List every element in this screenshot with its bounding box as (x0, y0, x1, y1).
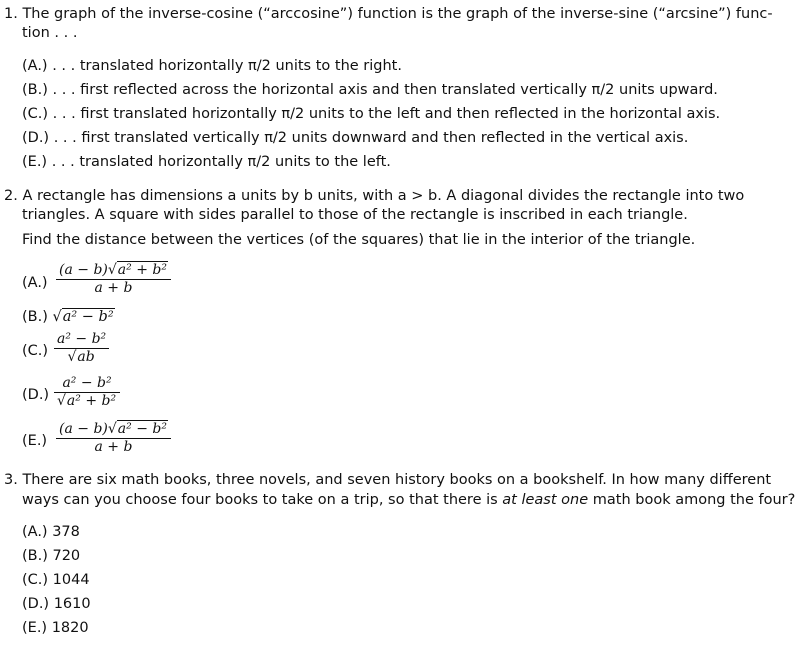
q2-option-e-fraction (56, 421, 171, 456)
q2-option-e-denominator: a + b (94, 439, 133, 455)
q1-option-a (22, 57, 402, 75)
q2-option-a-fraction (56, 262, 171, 297)
q2-option-c-root-sign: √ (67, 349, 77, 365)
q3-stem-line1: 3. There are six math books, three novels, and seven history books on a bookshelf. In how many different (4, 472, 772, 488)
q2-option-d-label: (D.) (22, 387, 50, 403)
q2-option-a-denominator: a + b (94, 280, 133, 296)
q2-option-a-label: (A.) (22, 275, 48, 291)
q3-option-e (22, 619, 89, 637)
q1-option-e-text: . . . translated horizontally π/2 units to the left. (51, 154, 391, 170)
q3-option-c (22, 571, 90, 589)
q2-option-b-expr (52, 308, 114, 325)
q2-stem-line3: Find the distance between the vertices (of the squares) that lie in the interior of the triangle. (22, 232, 696, 248)
q1-option-c (22, 105, 720, 123)
q3-stem-line2 (22, 491, 795, 509)
q2-stem-line2: triangles. A square with sides parallel to those of the rectangle is inscribed in each triangle. (22, 207, 688, 223)
q1-option-b-text: . . . first reflected across the horizontal axis and then translated vertically π/2 units upward. (52, 82, 718, 98)
q1-option-b (22, 81, 718, 99)
q1-option-e-label: (E.) (22, 154, 48, 170)
q2-option-e-numerator (56, 421, 171, 438)
q3-option-a-label: (A.) (22, 524, 48, 540)
q3-option-e-label: (E.) (22, 620, 48, 636)
q2-option-c-fraction (54, 331, 109, 366)
q2-option-a-num-radicand: a² + b² (117, 262, 167, 278)
q3-option-e-value: 1820 (51, 620, 89, 636)
q2-option-a-num-pre: (a − b)√ (59, 262, 117, 278)
q3-option-d (22, 595, 91, 613)
q1-option-a-text: . . . translated horizontally π/2 units to the right. (52, 58, 402, 74)
q2-option-e-label: (E.) (22, 433, 48, 449)
q2-option-b-label: (B.) (22, 309, 48, 325)
q1-option-c-label: (C.) (22, 106, 49, 122)
q1-option-d-label: (D.) (22, 130, 50, 146)
q1-option-d (22, 129, 688, 147)
q2-option-a-numerator (56, 262, 171, 279)
q2-option-c-denominator (54, 349, 109, 366)
q2-option-d-denominator (54, 393, 120, 410)
q3-stem-line2-pre: ways can you choose four books to take on a trip, so that there is (22, 492, 503, 508)
q2-option-c-numerator: a² − b² (57, 331, 107, 347)
q2-option-e-num-pre: (a − b)√ (59, 421, 117, 437)
q3-option-c-value: 1044 (52, 572, 90, 588)
q2-option-c-label: (C.) (22, 343, 49, 359)
q3-option-a-value: 378 (52, 524, 80, 540)
q2-option-b (22, 308, 115, 326)
q1-stem-line2: tion . . . (22, 25, 78, 41)
q2-option-c-radicand: ab (77, 349, 95, 365)
q1-option-a-label: (A.) (22, 58, 48, 74)
q3-stem-line2-emphasis: at least one (502, 492, 589, 508)
q2-option-b-root-sign: √ (52, 309, 62, 325)
q2-option-d-numerator: a² − b² (62, 375, 112, 391)
q2-option-d-radicand: a² + b² (66, 393, 117, 409)
q1-option-e (22, 153, 391, 171)
q3-option-a (22, 523, 80, 541)
q1-stem-line1: 1. The graph of the inverse-cosine (“arccosine”) function is the graph of the inverse-sine (“arcsine”) func- (4, 6, 773, 22)
q3-option-d-label: (D.) (22, 596, 50, 612)
q1-option-d-text: . . . first translated vertically π/2 units downward and then reflected in the vertical axis. (53, 130, 689, 146)
q2-option-d-fraction (54, 375, 120, 410)
q3-option-d-value: 1610 (53, 596, 91, 612)
q2-option-e-num-radicand: a² − b² (117, 421, 167, 437)
q3-option-b (22, 547, 80, 565)
q2-stem-line1: 2. A rectangle has dimensions a units by b units, with a > b. A diagonal divides the rectangle into two (4, 188, 745, 204)
q1-option-b-label: (B.) (22, 82, 48, 98)
q2-option-b-radicand: a² − b² (62, 309, 114, 325)
q3-stem-line2-post: math book among the four? (588, 492, 795, 508)
q1-option-c-text: . . . first translated horizontally π/2 units to the left and then reflected in the horizontal axis. (52, 106, 721, 122)
q2-option-d-root-sign: √ (57, 393, 66, 409)
q3-option-c-label: (C.) (22, 572, 49, 588)
q3-option-b-value: 720 (52, 548, 81, 564)
q3-option-b-label: (B.) (22, 548, 48, 564)
